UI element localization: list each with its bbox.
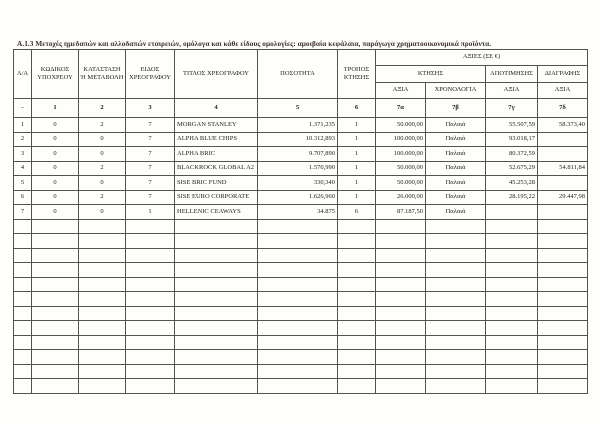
col-header-axia-apotimisis: ΑΞΙΑ [486,83,538,99]
table-row [14,161,588,176]
empty-cell [338,234,376,249]
col-header-titlos: ΤΙΤΛΟΣ ΧΡΕΟΓΡΑΦΟΥ [175,50,258,99]
empty-cell [486,321,538,336]
col-number: - [14,99,32,118]
empty-cell [175,335,258,350]
empty-cell [126,379,175,394]
empty-cell [258,277,338,292]
empty-cell [14,364,32,379]
col-header-tropos: ΤΡΟΠΟΣ ΚΤΗΣΗΣ [338,50,376,99]
cell-eidos: 7 [126,132,175,147]
cell-eidos: 7 [126,147,175,162]
empty-cell [426,263,486,278]
empty-cell [338,335,376,350]
cell-axia-ktisis: 50.000,00 [376,161,426,176]
empty-cell [376,350,426,365]
empty-cell [126,292,175,307]
empty-cell [426,292,486,307]
empty-cell [175,219,258,234]
empty-cell [175,234,258,249]
empty-cell [175,364,258,379]
empty-cell [79,306,126,321]
empty-row [14,219,588,234]
empty-cell [126,335,175,350]
empty-row [14,277,588,292]
empty-cell [426,248,486,263]
empty-cell [258,306,338,321]
cell-katastasi: 0 [79,205,126,220]
empty-row [14,335,588,350]
col-number: 1 [32,99,79,118]
cell-katastasi: 2 [79,190,126,205]
empty-cell [338,248,376,263]
empty-cell [258,248,338,263]
empty-cell [426,379,486,394]
empty-cell [258,263,338,278]
empty-cell [32,335,79,350]
empty-cell [426,306,486,321]
cell-axia-apotimisis: 28.195,22 [486,190,538,205]
column-number-row [14,99,588,118]
empty-row [14,306,588,321]
empty-cell [126,277,175,292]
cell-aa: 7 [14,205,32,220]
empty-cell [338,292,376,307]
empty-cell [32,248,79,263]
cell-axia-ktisis: 100.000,00 [376,132,426,147]
cell-tropos: 6 [338,205,376,220]
table-body [14,118,588,394]
cell-posotita: 10.312,893 [258,132,338,147]
cell-xronologia: Παλαιά [426,147,486,162]
empty-cell [486,234,538,249]
cell-axia-ktisis: 50.000,00 [376,118,426,133]
cell-kodikos: 0 [32,176,79,191]
col-group-apotimisis: ΑΠΟΤΙΜΗΣΗΣ [486,66,538,83]
cell-axia-apotimisis: 80.372,59 [486,147,538,162]
cell-axia-apotimisis: 93.018,17 [486,132,538,147]
cell-kodikos: 0 [32,205,79,220]
empty-cell [79,364,126,379]
col-header-xronologia: ΧΡΟΝΟΛΟΓΙΑ [426,83,486,99]
empty-cell [538,321,588,336]
cell-kodikos: 0 [32,190,79,205]
col-header-posotita: ΠΟΣΟΤΗΤΑ [258,50,338,99]
cell-katastasi: 0 [79,132,126,147]
empty-cell [376,335,426,350]
empty-cell [258,335,338,350]
cell-katastasi: 2 [79,118,126,133]
empty-cell [486,350,538,365]
empty-cell [258,321,338,336]
empty-cell [126,219,175,234]
cell-titlos: BLACKROCK GLOBAL A2 [175,161,258,176]
col-header-kodikos: ΚΩΔΙΚΟΣ ΥΠΟΧΡΕΟΥ [32,50,79,99]
empty-cell [79,277,126,292]
cell-posotita: 9.707,890 [258,147,338,162]
cell-axia-apotimisis: 45.253,28 [486,176,538,191]
empty-cell [126,364,175,379]
empty-cell [258,292,338,307]
cell-axia-diagrafis [538,132,588,147]
empty-row [14,263,588,278]
empty-cell [126,306,175,321]
col-number: 5 [258,99,338,118]
header-row-main [14,50,588,66]
table-row [14,147,588,162]
empty-cell [486,219,538,234]
empty-cell [32,277,79,292]
empty-cell [175,379,258,394]
empty-cell [338,219,376,234]
empty-cell [79,219,126,234]
empty-cell [538,219,588,234]
cell-titlos: ALPHA BRIC [175,147,258,162]
col-header-katastasi: ΚΑΤΑΣΤΑΣΗ Ή ΜΕΤΑΒΟΛΗ [79,50,126,99]
empty-cell [14,379,32,394]
cell-aa: 4 [14,161,32,176]
empty-cell [175,248,258,263]
empty-cell [126,350,175,365]
empty-cell [32,263,79,278]
empty-cell [338,277,376,292]
col-group-axies: ΑΞΙΕΣ (ΣΕ €) [376,50,588,66]
empty-cell [376,292,426,307]
empty-cell [538,292,588,307]
cell-xronologia: Παλαιά [426,161,486,176]
table-row [14,190,588,205]
empty-cell [79,321,126,336]
empty-row [14,321,588,336]
empty-cell [32,379,79,394]
empty-cell [376,277,426,292]
cell-tropos: 1 [338,176,376,191]
empty-cell [538,263,588,278]
empty-cell [14,248,32,263]
empty-cell [376,263,426,278]
empty-cell [32,306,79,321]
empty-cell [376,321,426,336]
cell-posotita: 1.570,990 [258,161,338,176]
empty-cell [426,219,486,234]
empty-row [14,379,588,394]
empty-cell [376,306,426,321]
cell-eidos: 1 [126,205,175,220]
cell-axia-ktisis: 26.000,00 [376,190,426,205]
cell-xronologia: Παλαιά [426,118,486,133]
cell-axia-diagrafis: 29.447,98 [538,190,588,205]
empty-cell [538,234,588,249]
empty-cell [426,350,486,365]
empty-cell [338,306,376,321]
empty-cell [338,364,376,379]
empty-cell [538,379,588,394]
empty-cell [32,292,79,307]
empty-cell [538,364,588,379]
cell-eidos: 7 [126,118,175,133]
table-row [14,118,588,133]
empty-cell [538,248,588,263]
empty-cell [79,350,126,365]
empty-cell [376,248,426,263]
cell-eidos: 7 [126,190,175,205]
cell-kodikos: 0 [32,118,79,133]
cell-xronologia: Παλαιά [426,176,486,191]
cell-eidos: 7 [126,161,175,176]
empty-cell [175,263,258,278]
empty-cell [486,292,538,307]
cell-posotita: 330,340 [258,176,338,191]
empty-cell [376,379,426,394]
empty-cell [258,350,338,365]
empty-cell [486,306,538,321]
empty-cell [486,364,538,379]
cell-axia-apotimisis: 52.675,29 [486,161,538,176]
col-number: 6 [338,99,376,118]
cell-titlos: HELLENIC CEAWAYS [175,205,258,220]
cell-eidos: 7 [126,176,175,191]
cell-katastasi: 2 [79,161,126,176]
col-group-diagrafis: ΔΙΑΓΡΑΦΗΣ [538,66,588,83]
empty-cell [376,234,426,249]
cell-axia-diagrafis: 54.811,84 [538,161,588,176]
cell-axia-diagrafis [538,147,588,162]
empty-cell [376,364,426,379]
col-header-eidos: ΕΙΔΟΣ ΧΡΕΟΓΡΑΦΟΥ [126,50,175,99]
cell-aa: 1 [14,118,32,133]
empty-cell [14,321,32,336]
empty-row [14,350,588,365]
empty-cell [175,277,258,292]
empty-cell [14,306,32,321]
cell-axia-ktisis: 50.000,00 [376,176,426,191]
empty-cell [538,335,588,350]
cell-titlos: SISE BRIC FUND [175,176,258,191]
col-header-aa: Α/Α [14,50,32,99]
col-number: 7β [426,99,486,118]
assets-table [13,49,588,394]
cell-tropos: 1 [338,190,376,205]
cell-axia-apotimisis: 55.507,59 [486,118,538,133]
cell-posotita: 1.371,235 [258,118,338,133]
cell-axia-diagrafis: 58.373,40 [538,118,588,133]
empty-cell [126,234,175,249]
empty-cell [32,234,79,249]
empty-cell [486,335,538,350]
empty-cell [486,277,538,292]
cell-katastasi: 0 [79,147,126,162]
cell-aa: 6 [14,190,32,205]
empty-row [14,234,588,249]
empty-cell [79,292,126,307]
cell-posotita: 1.626,960 [258,190,338,205]
col-number: 7γ [486,99,538,118]
cell-aa: 5 [14,176,32,191]
empty-cell [175,292,258,307]
empty-cell [126,248,175,263]
empty-cell [338,350,376,365]
table-row [14,132,588,147]
empty-cell [258,379,338,394]
cell-titlos: MORGAN STANLEY [175,118,258,133]
cell-xronologia: Παλαιά [426,132,486,147]
empty-cell [426,234,486,249]
cell-tropos: 1 [338,147,376,162]
cell-aa: 2 [14,132,32,147]
table-row [14,176,588,191]
table-row [14,205,588,220]
empty-cell [338,379,376,394]
cell-axia-ktisis: 87.187,50 [376,205,426,220]
empty-cell [426,321,486,336]
cell-axia-diagrafis [538,205,588,220]
empty-cell [486,263,538,278]
empty-cell [79,234,126,249]
empty-cell [14,263,32,278]
cell-kodikos: 0 [32,147,79,162]
cell-tropos: 1 [338,118,376,133]
col-number: 4 [175,99,258,118]
cell-kodikos: 0 [32,161,79,176]
cell-tropos: 1 [338,161,376,176]
cell-aa: 3 [14,147,32,162]
empty-cell [376,219,426,234]
empty-cell [79,248,126,263]
empty-cell [32,350,79,365]
empty-cell [426,335,486,350]
cell-axia-apotimisis [486,205,538,220]
cell-kodikos: 0 [32,132,79,147]
empty-row [14,292,588,307]
empty-row [14,248,588,263]
empty-cell [175,350,258,365]
empty-cell [538,350,588,365]
empty-cell [258,364,338,379]
col-header-axia-ktisis: ΑΞΙΑ [376,83,426,99]
table-header [14,50,588,118]
empty-cell [486,248,538,263]
empty-cell [175,321,258,336]
empty-cell [126,321,175,336]
col-number: 2 [79,99,126,118]
col-number: 7α [376,99,426,118]
col-number: 3 [126,99,175,118]
empty-cell [32,219,79,234]
cell-titlos: ALPHA BLUE CHIPS [175,132,258,147]
cell-tropos: 1 [338,132,376,147]
empty-cell [14,219,32,234]
empty-cell [79,335,126,350]
page-title: Α.1.3 Μετοχές ημεδαπών και αλλοδαπών εταιρειών, ομόλογα και κάθε είδους ομολογίες: αμοιβαία κεφάλαια, παράγωγα χρηματοοικονομικά προϊόντα. [17,39,492,48]
empty-cell [32,321,79,336]
empty-cell [538,277,588,292]
empty-cell [426,277,486,292]
empty-cell [14,292,32,307]
cell-katastasi: 0 [79,176,126,191]
col-header-axia-diagrafis: ΑΞΙΑ [538,83,588,99]
empty-cell [14,350,32,365]
cell-xronologia: Παλαιά [426,190,486,205]
empty-cell [338,321,376,336]
empty-row [14,364,588,379]
empty-cell [538,306,588,321]
empty-cell [32,364,79,379]
empty-cell [79,263,126,278]
col-group-ktisis: ΚΤΗΣΗΣ [376,66,486,83]
empty-cell [486,379,538,394]
cell-posotita: 34.875 [258,205,338,220]
cell-axia-ktisis: 100.000,00 [376,147,426,162]
empty-cell [426,364,486,379]
empty-cell [126,263,175,278]
empty-cell [14,277,32,292]
col-number: 7δ [538,99,588,118]
empty-cell [338,263,376,278]
cell-xronologia: Παλαιά [426,205,486,220]
empty-cell [175,306,258,321]
cell-axia-diagrafis [538,176,588,191]
empty-cell [258,234,338,249]
empty-cell [14,335,32,350]
empty-cell [258,219,338,234]
empty-cell [14,234,32,249]
cell-titlos: SISE EURO CORPORATE [175,190,258,205]
empty-cell [79,379,126,394]
